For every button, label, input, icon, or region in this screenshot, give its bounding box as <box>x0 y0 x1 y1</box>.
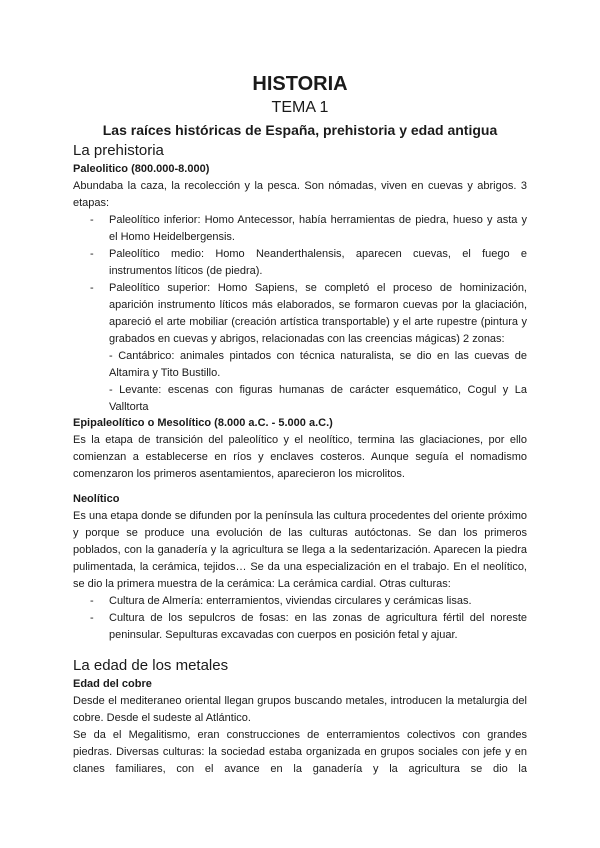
section-heading-metales: La edad de los metales <box>73 657 229 674</box>
list-item-text: Paleolítico inferior: Homo Antecessor, había herramientas de piedra, hueso y asta y el Homo Heidelbergensis. <box>109 214 527 243</box>
list-item-text: Paleolítico superior: Homo Sapiens, se completó el proceso de hominización, aparición instrumento líticos más elaborados, se formaron cuevas por la glaciación, apareció el arte mobiliar (creación artística transportable) y el arte rupestre (pintura y grabados en cuevas y abrigos, relacionadas con las creencias mágicas) 2 zonas: <box>109 282 527 345</box>
epipaleolitico-heading: Epipaleolítico o Mesolítico (8.000 a.C. - 5.000 a.C.) <box>73 417 333 429</box>
paleolitico-list <box>73 212 527 416</box>
list-item <box>73 593 527 610</box>
zone-levante: - Levante: escenas con figuras humanas de carácter esquemático, Cogul y La Valltorta <box>109 384 527 413</box>
cobre-heading: Edad del cobre <box>73 678 152 690</box>
neolitico-text: Es una etapa donde se difunden por la península las cultura procedentes del oriente próximo y porque se produce una evolución de las culturas autóctonas. Se dan los primeros poblados, con la ganadería y la agricultura se llega a la sedentarización. Aparecen la piedra pulimentada, la cerámica, tejidos… Se da una especialización en el trabajo. En el neolítico, se dio la primera muestra de la cerámica: La cerámica cardial. Otras culturas: <box>73 510 527 590</box>
bullet-dash: - <box>90 214 94 226</box>
bullet-dash: - <box>90 612 94 624</box>
metales-section <box>73 656 527 778</box>
neolitico-list <box>73 593 527 644</box>
tema-label: TEMA 1 <box>271 99 329 116</box>
document-header <box>73 71 527 416</box>
list-item-text: Paleolítico medio: Homo Neanderthalensis, aparecen cuevas, el fuego e instrumentos líticos (de piedra). <box>109 248 527 277</box>
bullet-dash: - <box>90 248 94 260</box>
paleolitico-intro: Abundaba la caza, la recolección y la pesca. Son nómadas, viven en cuevas y abrigos. 3 etapas: <box>73 180 527 209</box>
section-heading-prehistoria: La prehistoria <box>73 142 164 159</box>
epipaleolitico-text: Es la etapa de transición del paleolítico y el neolítico, termina las glaciaciones, por ello comienzan a establecerse en ríos y enclaves costeros. Aunque seguía el nomadismo comenzaron los primeros asentamientos, aparecieron los microlitos. <box>73 434 527 480</box>
cobre-paragraph-2: Se da el Megalitismo, eran construcciones de enterramientos colectivos con grandes piedras. Diversas culturas: la sociedad estaba organizada en grupos sociales con jefe y en clanes familiares, con el avance en la ganadería y la agricultura se dio la <box>73 729 527 775</box>
list-item <box>73 246 527 280</box>
page-title: HISTORIA <box>252 73 348 95</box>
epipaleolitico-section <box>73 415 527 483</box>
list-item <box>73 280 527 416</box>
subtitle: Las raíces históricas de España, prehistoria y edad antigua <box>102 122 498 138</box>
list-item-text: Cultura de los sepulcros de fosas: en las zonas de agricultura fértil del noreste peninsular. Sepulturas excavadas con cuerpos en posición fetal y ajuar. <box>109 612 527 641</box>
cobre-paragraph-1: Desde el mediteraneo oriental llegan grupos buscando metales, introducen la metalurgia del cobre. Desde el sudeste al Atlántico. <box>73 695 527 724</box>
list-item-text: Cultura de Almería: enterramientos, viviendas circulares y cerámicas lisas. <box>109 595 472 607</box>
paleolitico-heading: Paleolitico (800.000-8.000) <box>73 163 210 175</box>
list-item <box>73 212 527 246</box>
zone-cantabrico: - Cantábrico: animales pintados con técnica naturalista, se dio en las cuevas de Altamira y Tito Bustillo. <box>109 350 527 379</box>
neolitico-section <box>73 491 527 644</box>
bullet-dash: - <box>90 595 94 607</box>
neolitico-heading: Neolítico <box>73 493 120 505</box>
bullet-dash: - <box>90 282 94 294</box>
list-item <box>73 610 527 644</box>
